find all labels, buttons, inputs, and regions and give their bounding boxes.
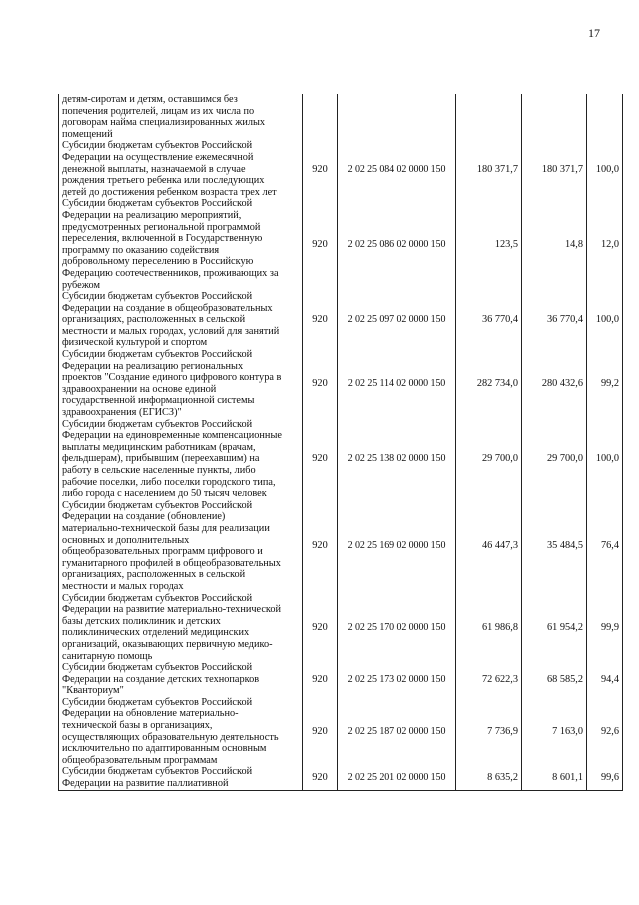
admin-code-cell: 920 <box>303 291 338 349</box>
indicator-name-line: Субсидии бюджетам субъектов Российской <box>62 140 253 152</box>
admin-code-cell: 920 <box>303 766 338 790</box>
indicator-name-cell <box>59 766 303 790</box>
table-row <box>59 766 623 790</box>
table-row <box>59 697 623 767</box>
indicator-name-line: либо города с населением до 50 тысяч человек <box>62 488 267 500</box>
indicator-name-line: Субсидии бюджетам субъектов Российской <box>62 696 253 708</box>
execution-percent-cell: 99,6 <box>587 766 623 790</box>
budget-code-cell: 2 02 25 170 02 0000 150 <box>338 593 456 663</box>
indicator-name-line: выплаты медицинским работникам (врачам, <box>62 441 256 453</box>
admin-code-cell <box>303 94 338 140</box>
table-row <box>59 94 623 140</box>
indicator-name-line: Федерации на обновление материально- <box>62 708 239 720</box>
indicator-name-cell <box>59 291 303 349</box>
planned-amount-cell: 123,5 <box>456 198 522 291</box>
indicator-name-line: фельдшерам), прибывшим (переехавшим) на <box>62 453 260 465</box>
admin-code-cell: 920 <box>303 198 338 291</box>
indicator-name-line: местности и малых городах, условий для занятий <box>62 325 280 337</box>
indicator-name-line: рубежом <box>62 279 101 291</box>
indicator-name-line: общеобразовательных программ цифрового и <box>62 546 263 558</box>
table-row <box>59 419 623 500</box>
budget-code-cell <box>338 94 456 140</box>
indicator-name-line: "Кванториум" <box>62 685 124 697</box>
executed-amount-cell: 7 163,0 <box>522 697 587 767</box>
execution-percent-cell: 76,4 <box>587 500 623 593</box>
budget-code-cell: 2 02 25 086 02 0000 150 <box>338 198 456 291</box>
executed-amount-cell: 61 954,2 <box>522 593 587 663</box>
indicator-name-line: рабочие поселки, либо поселки городского типа, <box>62 476 276 488</box>
budget-code-cell: 2 02 25 138 02 0000 150 <box>338 419 456 500</box>
admin-code-cell: 920 <box>303 500 338 593</box>
indicator-name-line: Субсидии бюджетам субъектов Российской <box>62 499 253 511</box>
budget-code-cell: 2 02 25 097 02 0000 150 <box>338 291 456 349</box>
execution-percent-cell: 99,9 <box>587 593 623 663</box>
indicator-name-cell <box>59 662 303 697</box>
table-row <box>59 291 623 349</box>
execution-percent-cell: 100,0 <box>587 291 623 349</box>
budget-code-cell: 2 02 25 114 02 0000 150 <box>338 349 456 419</box>
execution-percent-cell: 100,0 <box>587 419 623 500</box>
indicator-name-line: Субсидии бюджетам субъектов Российской <box>62 291 253 303</box>
page-number: 17 <box>588 26 600 40</box>
indicator-name-line: поликлинических отделений медицинских <box>62 627 250 639</box>
planned-amount-cell: 8 635,2 <box>456 766 522 790</box>
admin-code-cell: 920 <box>303 662 338 697</box>
executed-amount-cell: 8 601,1 <box>522 766 587 790</box>
indicator-name-line: договорам найма специализированных жилых <box>62 117 266 129</box>
executed-amount-cell: 36 770,4 <box>522 291 587 349</box>
executed-amount-cell: 35 484,5 <box>522 500 587 593</box>
indicator-name-line: детям-сиротам и детям, оставшимся без <box>62 94 238 105</box>
admin-code-cell: 920 <box>303 593 338 663</box>
indicator-name-line: Федерации на развитие паллиативной <box>62 778 229 790</box>
indicator-name-line: детей до достижения ребенком возраста трех лет <box>62 186 277 198</box>
budget-code-cell: 2 02 25 201 02 0000 150 <box>338 766 456 790</box>
execution-percent-cell: 94,4 <box>587 662 623 697</box>
indicator-name-line: местности и малых городах <box>62 580 184 592</box>
indicator-name-cell <box>59 198 303 291</box>
execution-percent-cell: 99,2 <box>587 349 623 419</box>
indicator-name-line: организациях, расположенных в сельской <box>62 569 246 581</box>
admin-code-cell: 920 <box>303 697 338 767</box>
admin-code-cell: 920 <box>303 349 338 419</box>
indicator-name-line: переселения, включенной в Государственную <box>62 233 263 245</box>
indicator-name-line: осуществляющих образовательную деятельность <box>62 731 279 743</box>
indicator-name-line: технической базы в организациях, <box>62 720 213 732</box>
planned-amount-cell: 72 622,3 <box>456 662 522 697</box>
execution-percent-cell: 92,6 <box>587 697 623 767</box>
planned-amount-cell: 282 734,0 <box>456 349 522 419</box>
indicator-name-cell <box>59 419 303 500</box>
indicator-name-line: санитарную помощь <box>62 650 153 662</box>
indicator-name-line: предусмотренных региональной программой <box>62 221 261 233</box>
indicator-name-line: Субсидии бюджетам субъектов Российской <box>62 662 253 674</box>
execution-percent-cell <box>587 94 623 140</box>
planned-amount-cell: 7 736,9 <box>456 697 522 767</box>
indicator-name-line: Федерации на реализацию мероприятий, <box>62 209 242 221</box>
planned-amount-cell: 46 447,3 <box>456 500 522 593</box>
executed-amount-cell: 180 371,7 <box>522 140 587 198</box>
indicator-name-line: исключительно по адаптированным основным <box>62 743 267 755</box>
indicator-name-line: добровольному переселению в Российскую <box>62 256 254 268</box>
table-row <box>59 593 623 663</box>
indicator-name-line: Субсидии бюджетам субъектов Российской <box>62 418 253 430</box>
executed-amount-cell <box>522 94 587 140</box>
indicator-name-line: Субсидии бюджетам субъектов Российской <box>62 349 253 361</box>
planned-amount-cell: 36 770,4 <box>456 291 522 349</box>
planned-amount-cell: 29 700,0 <box>456 419 522 500</box>
indicator-name-line: работу в сельские населенные пункты, либо <box>62 465 256 476</box>
indicator-name-line: общеобразовательным программам <box>62 754 218 766</box>
indicator-name-cell <box>59 140 303 198</box>
indicator-name-line: Субсидии бюджетам субъектов Российской <box>62 766 253 778</box>
table-body <box>59 94 623 790</box>
indicator-name-cell <box>59 94 303 140</box>
budget-table <box>58 94 623 791</box>
planned-amount-cell: 180 371,7 <box>456 140 522 198</box>
indicator-name-line: помещений <box>62 128 113 140</box>
indicator-name-line: организаций, оказывающих первичную медико- <box>62 638 273 650</box>
indicator-name-line: физической культурой и спортом <box>62 337 208 349</box>
indicator-name-cell <box>59 500 303 593</box>
planned-amount-cell: 61 986,8 <box>456 593 522 663</box>
indicator-name-line: программу по оказанию содействия <box>62 244 220 256</box>
indicator-name-line: Федерацию соотечественников, проживающих за <box>62 267 279 279</box>
indicator-name-line: проектов "Создание единого цифрового контура в <box>62 372 282 384</box>
indicator-name-line: денежной выплаты, назначаемой в случае <box>62 163 246 175</box>
table-row <box>59 662 623 697</box>
indicator-name-line: Федерации на создание детских технопарков <box>62 673 260 685</box>
indicator-name-cell <box>59 349 303 419</box>
budget-code-cell: 2 02 25 187 02 0000 150 <box>338 697 456 767</box>
indicator-name-line: материально-технической базы для реализации <box>62 522 270 534</box>
indicator-name-line: гуманитарного профилей в общеобразовательных <box>62 557 281 569</box>
indicator-name-line: здравоохранении на основе единой <box>62 383 217 395</box>
indicator-name-line: Федерации на единовременные компенсационные <box>62 430 282 442</box>
indicator-name-line: Субсидии бюджетам субъектов Российской <box>62 592 253 604</box>
admin-code-cell: 920 <box>303 140 338 198</box>
executed-amount-cell: 14,8 <box>522 198 587 291</box>
indicator-name-line: Федерации на создание (обновление) <box>62 511 226 523</box>
admin-code-cell: 920 <box>303 419 338 500</box>
indicator-name-line: Федерации на осуществление ежемесячной <box>62 151 254 163</box>
table-row <box>59 500 623 593</box>
indicator-name-cell <box>59 593 303 663</box>
indicator-name-cell <box>59 697 303 767</box>
indicator-name-line: Субсидии бюджетам субъектов Российской <box>62 198 253 210</box>
executed-amount-cell: 68 585,2 <box>522 662 587 697</box>
indicator-name-line: Федерации на реализацию региональных <box>62 360 244 372</box>
indicator-name-line: Федерации на развитие материально-технической <box>62 604 282 616</box>
indicator-name-line: базы детских поликлиник и детских <box>62 615 221 627</box>
table-row <box>59 198 623 291</box>
indicator-name-line: попечения родителей, лицам из их числа по <box>62 105 255 117</box>
indicator-name-line: Федерации на создание в общеобразовательных <box>62 302 273 314</box>
budget-code-cell: 2 02 25 084 02 0000 150 <box>338 140 456 198</box>
execution-percent-cell: 100,0 <box>587 140 623 198</box>
indicator-name-line: здравоохранения (ЕГИСЗ)" <box>62 407 182 419</box>
indicator-name-line: рождения третьего ребенка или последующих <box>62 175 265 187</box>
executed-amount-cell: 280 432,6 <box>522 349 587 419</box>
indicator-name-line: государственной информационной системы <box>62 395 255 407</box>
indicator-name-line: организациях, расположенных в сельской <box>62 314 246 326</box>
indicator-name-line: основных и дополнительных <box>62 534 190 546</box>
budget-code-cell: 2 02 25 173 02 0000 150 <box>338 662 456 697</box>
table-row <box>59 349 623 419</box>
budget-code-cell: 2 02 25 169 02 0000 150 <box>338 500 456 593</box>
execution-percent-cell: 12,0 <box>587 198 623 291</box>
executed-amount-cell: 29 700,0 <box>522 419 587 500</box>
planned-amount-cell <box>456 94 522 140</box>
table-row <box>59 140 623 198</box>
